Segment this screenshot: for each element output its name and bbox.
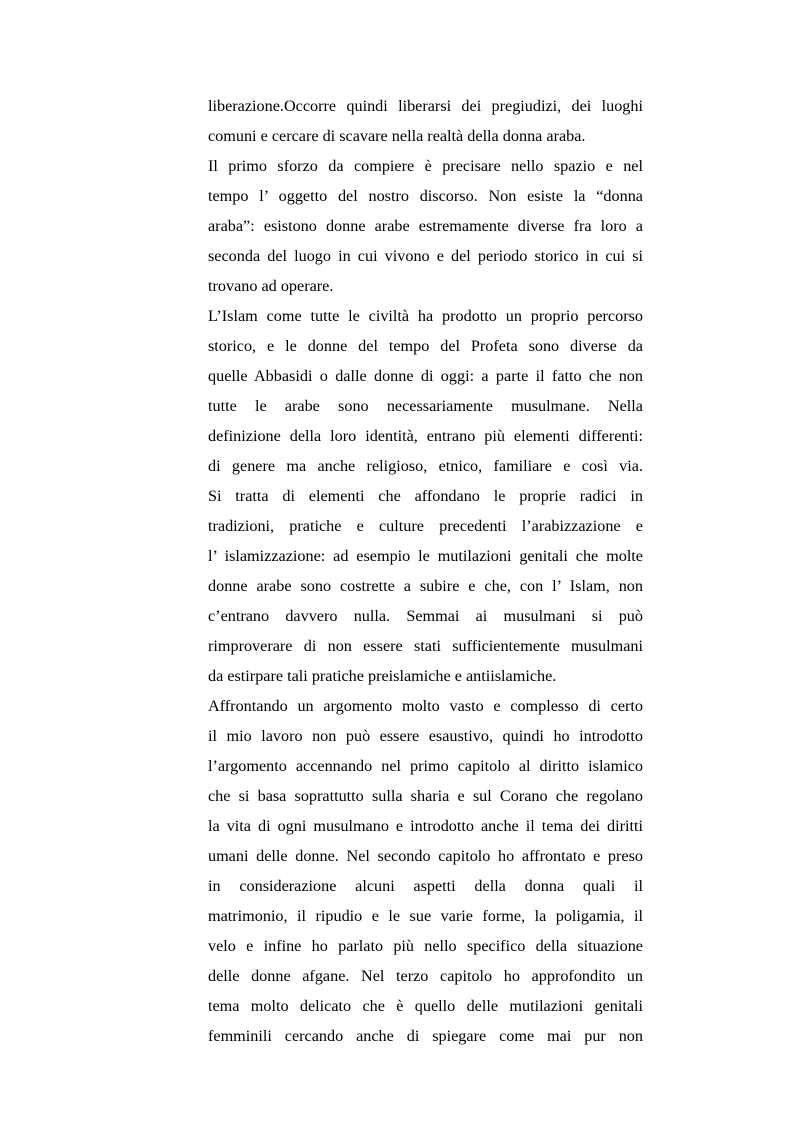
text-line: L’Islam come tutte le civiltà ha prodotto un proprio percorso (208, 307, 643, 325)
text-line: l’ islamizzazione: ad esempio le mutilazioni genitali che molte (208, 547, 643, 565)
text-line: trovano ad operare. (208, 277, 334, 295)
text-line: Affrontando un argomento molto vasto e complesso di certo (208, 697, 643, 715)
text-line: comuni e cercare di scavare nella realtà della donna araba. (208, 127, 586, 145)
text-line: in considerazione alcuni aspetti della donna quali il (208, 877, 643, 895)
text-line: tutte le arabe sono necessariamente musulmane. Nella (208, 397, 643, 415)
text-line: donne arabe sono costrette a subire e che, con l’ Islam, non (208, 577, 643, 595)
text-line: femminili cercando anche di spiegare come mai pur non (208, 1027, 643, 1045)
text-line: da estirpare tali pratiche preislamiche e antiislamiche. (208, 667, 557, 685)
text-line: quelle Abbasidi o dalle donne di oggi: a parte il fatto che non (208, 367, 643, 385)
text-line: la vita di ogni musulmano e introdotto anche il tema dei diritti (208, 817, 643, 835)
text-line: velo e infine ho parlato più nello specifico della situazione (208, 937, 643, 955)
text-line: definizione della loro identità, entrano più elementi differenti: (208, 427, 643, 445)
text-line: storico, e le donne del tempo del Profeta sono diverse da (208, 337, 643, 355)
text-line: seconda del luogo in cui vivono e del periodo storico in cui si (208, 247, 643, 265)
text-line: liberazione.Occorre quindi liberarsi dei pregiudizi, dei luoghi (208, 97, 643, 115)
text-line: matrimonio, il ripudio e le sue varie forme, la poligamia, il (208, 907, 643, 925)
text-line: Si tratta di elementi che affondano le proprie radici in (208, 487, 643, 505)
text-line: il mio lavoro non può essere esaustivo, quindi ho introdotto (208, 727, 643, 745)
text-line: rimproverare di non essere stati sufficientemente musulmani (208, 637, 643, 655)
text-line: che si basa soprattutto sulla sharia e sul Corano che regolano (208, 787, 643, 805)
text-line: umani delle donne. Nel secondo capitolo ho affrontato e preso (208, 847, 643, 865)
text-line: araba”: esistono donne arabe estremamente diverse fra loro a (208, 217, 643, 235)
text-line: c’entrano davvero nulla. Semmai ai musulmani si può (208, 607, 643, 625)
text-line: delle donne afgane. Nel terzo capitolo ho approfondito un (208, 967, 643, 985)
text-line: Il primo sforzo da compiere è precisare nello spazio e nel (208, 157, 643, 175)
text-line: l’argomento accennando nel primo capitolo al diritto islamico (208, 757, 643, 775)
text-line: tempo l’ oggetto del nostro discorso. Non esiste la “donna (208, 187, 643, 205)
text-line: tema molto delicato che è quello delle mutilazioni genitali (208, 997, 643, 1015)
text-line: di genere ma anche religioso, etnico, familiare e così via. (208, 457, 643, 475)
body-text (208, 91, 643, 1051)
text-line: tradizioni, pratiche e culture precedenti l’arabizzazione e (208, 517, 643, 535)
